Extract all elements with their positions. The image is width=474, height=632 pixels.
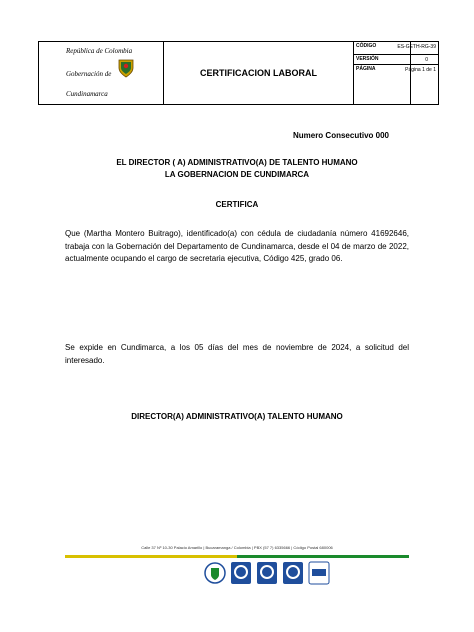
version-value: 0: [425, 57, 428, 63]
quality-certification-icon: [230, 560, 252, 586]
coat-of-arms-icon: [117, 58, 135, 78]
logo-line-republica: República de Colombia: [66, 47, 133, 55]
logo-cell: [39, 42, 164, 104]
signature-title: DIRECTOR(A) ADMINISTRATIVO(A) TALENTO HUMANO: [131, 412, 343, 421]
footer-address: Calle 37 Nº 10-30 Palacio Amarillo | Bucaramanga / Colombia | PBX (57 7) 6335666 | Código Postal 680006: [141, 545, 333, 550]
iqnet-certification-icon: [308, 560, 330, 586]
header-table: [38, 41, 439, 105]
version-label: VERSIÓN: [354, 55, 411, 65]
codigo-label: CÓDIGO: [354, 42, 411, 55]
codigo-value-cell: [397, 42, 438, 55]
environment-certification-icon: [256, 560, 278, 586]
consecutive-number: Numero Consecutivo 000: [292, 131, 389, 140]
director-heading-line2: LA GOBERNACION DE CUNDIMARCA: [164, 170, 310, 179]
pagina-value: Página 1 de 1: [405, 67, 436, 73]
pagina-value-cell: [405, 65, 438, 104]
document-title: CERTIFICACION LABORAL: [164, 42, 354, 104]
certification-paragraph: Que (Martha Montero Buitrago), identificado(a) con cédula de ciudadanía número 41692646, trabaja con la Gobernación del Departamento de Cundinamarca, desde el 04 de marzo de 2022, actualmente ocupando el cargo de secretaria ejecutiva, Código 425, grado 06.: [65, 229, 409, 263]
logo-line-gobernacion: Gobernación de: [66, 70, 112, 78]
footer-color-bar: [65, 555, 409, 558]
pagina-label: PÁGINA: [354, 65, 411, 104]
logo-line-cundinamarca: Cundinamarca: [66, 90, 108, 98]
issuance-paragraph: Se expide en Cundimarca, a los 05 días del mes de noviembre de 2024, a solicitud del interesado.: [65, 343, 409, 365]
certifica-heading: CERTIFICA: [215, 200, 259, 209]
version-value-cell: [411, 55, 438, 65]
department-seal-icon: [204, 560, 226, 586]
codigo-value: ES-GETH-RG-39: [397, 44, 436, 50]
safety-certification-icon: [282, 560, 304, 586]
footer-certification-logos: [204, 560, 330, 586]
director-heading-line1: EL DIRECTOR ( A) ADMINISTRATIVO(A) DE TALENTO HUMANO: [116, 158, 358, 167]
